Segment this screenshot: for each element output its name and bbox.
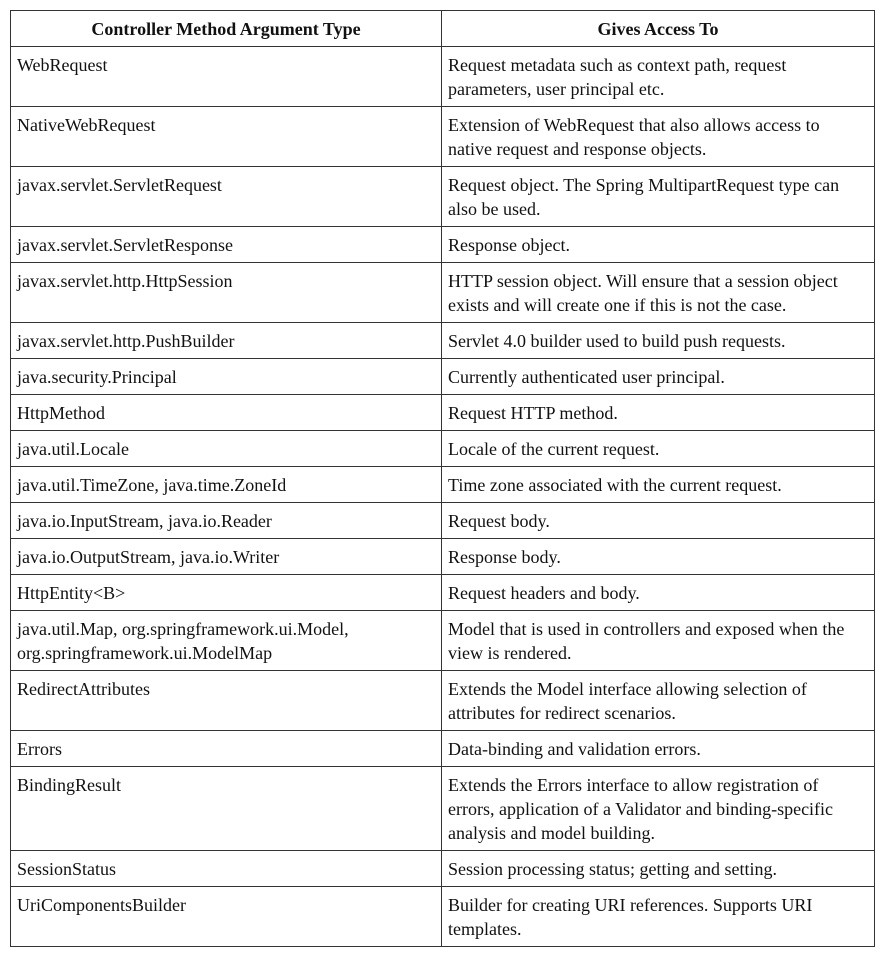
argument-type-cell: javax.servlet.ServletRequest (11, 167, 442, 227)
table-row (11, 395, 875, 431)
access-description-cell: Time zone associated with the current request. (442, 467, 875, 503)
access-description-cell: Response body. (442, 539, 875, 575)
argument-types-table-wrapper (10, 10, 874, 947)
access-description-cell: Servlet 4.0 builder used to build push requests. (442, 323, 875, 359)
table-header (11, 11, 875, 47)
access-description-cell: Response object. (442, 227, 875, 263)
access-description-cell: Model that is used in controllers and exposed when the view is rendered. (442, 611, 875, 671)
access-description-cell: Request headers and body. (442, 575, 875, 611)
access-description-cell: Request HTTP method. (442, 395, 875, 431)
header-argument-type: Controller Method Argument Type (11, 11, 442, 47)
table-row (11, 851, 875, 887)
table-row (11, 503, 875, 539)
access-description-cell: HTTP session object. Will ensure that a session object exists and will create one if this is not the case. (442, 263, 875, 323)
access-description-cell: Request metadata such as context path, request parameters, user principal etc. (442, 47, 875, 107)
argument-types-table (10, 10, 875, 947)
argument-type-cell: WebRequest (11, 47, 442, 107)
access-description-cell: Request object. The Spring MultipartRequest type can also be used. (442, 167, 875, 227)
table-row (11, 887, 875, 947)
table-row (11, 323, 875, 359)
argument-type-cell: SessionStatus (11, 851, 442, 887)
argument-type-cell: javax.servlet.http.PushBuilder (11, 323, 442, 359)
table-row (11, 263, 875, 323)
table-row (11, 671, 875, 731)
argument-type-cell: java.io.InputStream, java.io.Reader (11, 503, 442, 539)
argument-type-cell: java.util.Locale (11, 431, 442, 467)
argument-type-cell: java.security.Principal (11, 359, 442, 395)
access-description-cell: Extends the Errors interface to allow registration of errors, application of a Validator and binding-specific analysis and model building. (442, 767, 875, 851)
table-row (11, 539, 875, 575)
table-row (11, 431, 875, 467)
argument-type-cell: java.util.TimeZone, java.time.ZoneId (11, 467, 442, 503)
access-description-cell: Extension of WebRequest that also allows access to native request and response objects. (442, 107, 875, 167)
argument-type-cell: HttpMethod (11, 395, 442, 431)
access-description-cell: Currently authenticated user principal. (442, 359, 875, 395)
argument-type-cell: javax.servlet.ServletResponse (11, 227, 442, 263)
header-gives-access-to: Gives Access To (442, 11, 875, 47)
argument-type-cell: RedirectAttributes (11, 671, 442, 731)
table-row (11, 767, 875, 851)
argument-type-cell: java.io.OutputStream, java.io.Writer (11, 539, 442, 575)
argument-type-cell: java.util.Map, org.springframework.ui.Model, org.springframework.ui.ModelMap (11, 611, 442, 671)
access-description-cell: Locale of the current request. (442, 431, 875, 467)
table-row (11, 467, 875, 503)
argument-type-cell: Errors (11, 731, 442, 767)
argument-type-cell: javax.servlet.http.HttpSession (11, 263, 442, 323)
argument-type-cell: BindingResult (11, 767, 442, 851)
argument-type-cell: UriComponentsBuilder (11, 887, 442, 947)
table-row (11, 107, 875, 167)
argument-type-cell: NativeWebRequest (11, 107, 442, 167)
table-row (11, 575, 875, 611)
table-row (11, 731, 875, 767)
access-description-cell: Builder for creating URI references. Supports URI templates. (442, 887, 875, 947)
access-description-cell: Request body. (442, 503, 875, 539)
table-row (11, 47, 875, 107)
table-row (11, 227, 875, 263)
table-row (11, 611, 875, 671)
table-body (11, 47, 875, 947)
table-row (11, 359, 875, 395)
argument-type-cell: HttpEntity<B> (11, 575, 442, 611)
table-row (11, 167, 875, 227)
access-description-cell: Session processing status; getting and setting. (442, 851, 875, 887)
header-row (11, 11, 875, 47)
access-description-cell: Data-binding and validation errors. (442, 731, 875, 767)
access-description-cell: Extends the Model interface allowing selection of attributes for redirect scenarios. (442, 671, 875, 731)
